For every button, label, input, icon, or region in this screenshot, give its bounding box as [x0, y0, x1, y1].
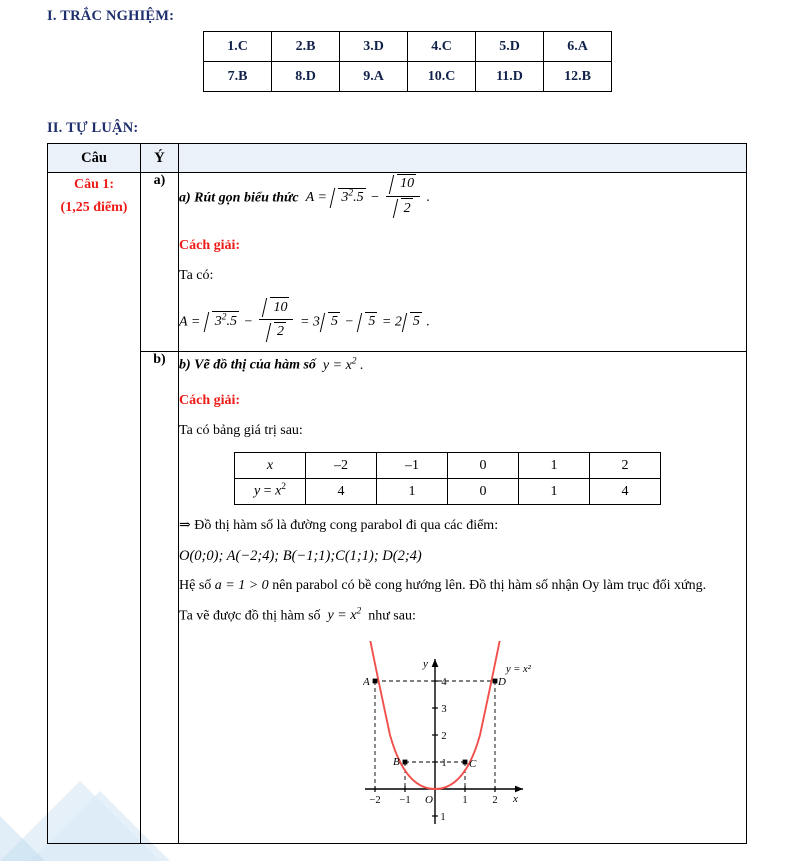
part-b-coefficient-text: Hệ số a = 1 > 0 nên parabol có bề cong hướng lên. Đồ thị hàm số nhận Oy làm trục đối xứng.: [179, 578, 707, 593]
x-axis-arrow: [515, 786, 523, 793]
value-table-x-cell: 0: [448, 452, 519, 478]
y-tick-label: 4: [440, 677, 447, 689]
table-row-y: [235, 478, 661, 504]
table-row: [204, 32, 612, 62]
column-header-content: [179, 144, 747, 173]
graph-x-axis-label: x: [512, 793, 518, 806]
part-a-prompt-math: $A = 3^2.5$ − $\frac{10}{2}$ .: [302, 190, 430, 205]
graph-point-label-A: A: [362, 676, 370, 689]
section-heading-essay: II. TỰ LUẬN:: [47, 120, 139, 136]
essay-answer-table: [47, 143, 747, 844]
part-a-content: [179, 173, 747, 352]
part-b-draw-function: $y = x^2$: [327, 606, 362, 624]
question-number: Câu 1:: [73, 177, 115, 192]
x-tick-label: −2: [368, 795, 381, 807]
part-b-table-intro: Ta có bảng giá trị sau:: [179, 423, 303, 439]
value-table-x-cell: –2: [306, 452, 377, 478]
y-tick-label-below-origin: 1: [439, 812, 446, 824]
x-tick-label: 2: [491, 795, 498, 807]
mc-answer-cell: 7.B: [204, 62, 272, 92]
mc-answer-cell: 3.D: [340, 32, 408, 62]
value-table-y-cell: 4: [306, 478, 377, 504]
value-table-y-cell: 1: [377, 478, 448, 504]
value-table-y-cell: 4: [590, 478, 661, 504]
table-header-row: [48, 144, 747, 173]
part-a-we-have: Ta có:: [179, 268, 214, 284]
part-a-solution-label: Cách giải:: [179, 238, 241, 254]
part-a-prompt: a) Rút gọn biểu thức $A = 3^2.5$ − $\frac{10}{2}$ .: [179, 175, 746, 221]
mc-answer-cell: 6.A: [544, 32, 612, 62]
part-b-solution-label: Cách giải:: [179, 393, 241, 409]
value-table-x-cell: –1: [377, 452, 448, 478]
graph-curve-label: y = x²: [505, 664, 531, 676]
mc-answer-cell: 4.C: [408, 32, 476, 62]
part-b-points-list: O(0;0); A(−2;4); B(−1;1);C(1;1); D(2;4): [179, 547, 422, 564]
table-row-part-a: [48, 173, 747, 352]
part-b-content: [179, 352, 747, 844]
part-a-work: $A = 3^2.5$ − $\frac{10}{2}$ = 3 5 − 5 = 2 5 .: [179, 299, 746, 345]
mc-answer-cell: 10.C: [408, 62, 476, 92]
section-heading-multiple-choice: I. TRẮC NGHIỆM:: [47, 8, 175, 24]
function-value-table: [234, 452, 661, 505]
graph-point-label-C: C: [468, 758, 476, 771]
part-b-coefficient-math: a = 1 > 0: [214, 578, 269, 593]
mc-answer-cell: 12.B: [544, 62, 612, 92]
y-axis-arrow: [431, 659, 438, 667]
value-table-x-cell: 1: [519, 452, 590, 478]
parabola-graph: [363, 641, 563, 831]
value-table-y-cell: 1: [519, 478, 590, 504]
graph-labels: [363, 658, 532, 806]
y-tick-label: 2: [440, 731, 447, 743]
graph-origin-label: O: [424, 794, 433, 807]
value-table-y-label: $y = x^2$: [235, 478, 306, 504]
mc-answer-cell: 2.B: [272, 32, 340, 62]
mc-answer-cell: 11.D: [476, 62, 544, 92]
multiple-choice-answer-table: [203, 31, 612, 92]
y-tick-label: 3: [440, 704, 447, 716]
mc-answer-cell: 5.D: [476, 32, 544, 62]
column-header-question: Câu: [48, 144, 141, 173]
table-row-part-b: [48, 352, 747, 844]
mc-answer-cell: 9.A: [340, 62, 408, 92]
part-b-prompt-math: $y = x^2$ .: [322, 356, 364, 373]
question-label-cell: [48, 173, 141, 844]
parabola-graph-container: [179, 641, 746, 839]
value-table-x-label: x: [235, 452, 306, 478]
part-b-draw-intro: Ta vẽ được đồ thị hàm số $y = x^2$ như sau:: [179, 606, 416, 624]
part-marker-b: b): [141, 352, 179, 844]
part-b-prompt: b) Vẽ đồ thị của hàm số $y = x^2$ .: [179, 356, 364, 373]
table-row: [204, 62, 612, 92]
table-row-x: [235, 452, 661, 478]
graph-tick-labels: [369, 677, 497, 823]
part-marker-a: a): [141, 173, 179, 352]
part-b-conclusion-points: ⇒ Đồ thị hàm số là đường cong parabol đi qua các điểm:: [179, 517, 499, 533]
graph-point-label-D: D: [497, 676, 506, 689]
mc-answer-cell: 8.D: [272, 62, 340, 92]
value-table-x-cell: 2: [590, 452, 661, 478]
x-tick-label: −1: [398, 795, 411, 807]
value-table-y-cell: 0: [448, 478, 519, 504]
graph-y-axis-label: y: [422, 658, 428, 671]
x-tick-label: 1: [461, 795, 468, 807]
mc-answer-cell: 1.C: [204, 32, 272, 62]
question-points: (1,25 điểm): [60, 200, 128, 216]
graph-point-label-B: B: [392, 756, 400, 769]
y-tick-label: 1: [440, 758, 447, 770]
column-header-part: Ý: [141, 144, 179, 173]
